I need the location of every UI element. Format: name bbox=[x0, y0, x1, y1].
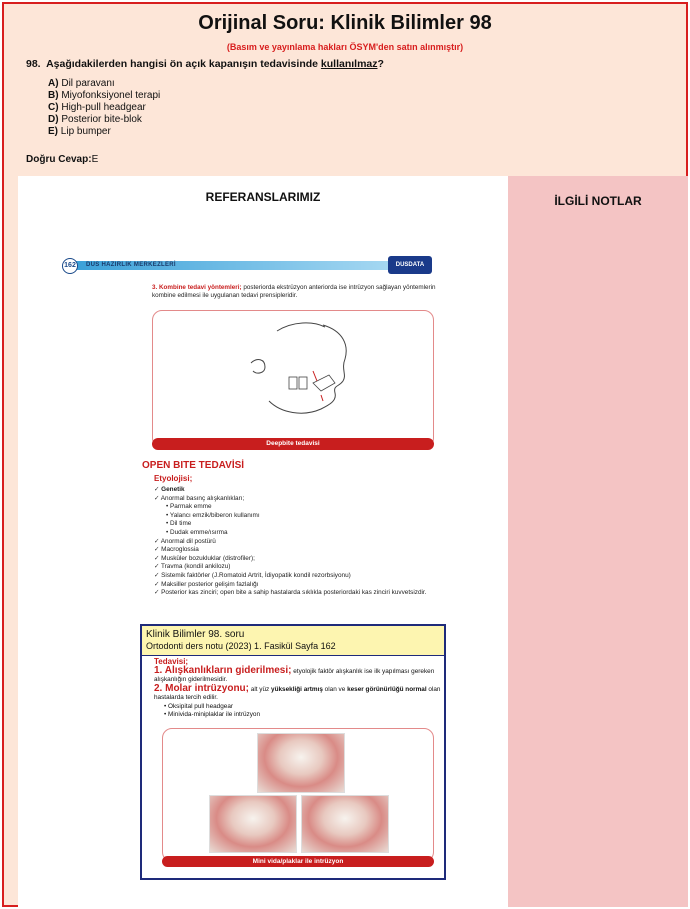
correct-answer bbox=[26, 154, 98, 165]
treatment-title: Tedavisi; bbox=[154, 657, 189, 666]
overlay-source-ref: Ortodonti ders notu (2023) 1. Fasikül Sayfa 162 bbox=[146, 641, 336, 651]
combined-treatment-text: 3. Kombine tedavi yöntemleri; posteriorda ekstrüzyon anteriorda ise intrüzyon sağlayan yöntemlerin kombine edilmesi ile uygulanan tedavi prensipleridir. bbox=[152, 284, 436, 299]
answer-options bbox=[48, 78, 160, 138]
etiology-list bbox=[154, 486, 444, 598]
question-stem bbox=[26, 58, 384, 70]
option-b: B) Miyofonksiyonel terapi bbox=[48, 90, 161, 101]
list-item: • Dil time bbox=[154, 520, 444, 529]
treatment-item-2: 2. Molar intrüzyonu; alt yüz yüksekliği artmış olan ve keser görünürlüğü normal olan hastalarda tercih edilir. bbox=[154, 682, 441, 701]
question-text-underlined: kullanılmaz bbox=[320, 58, 378, 70]
list-item: ✓ Anormal dil postürü bbox=[154, 538, 444, 547]
answer-value: E bbox=[91, 154, 99, 165]
deepbite-figure bbox=[152, 310, 434, 448]
list-item: • Yalancı emzik/biberon kullanımı bbox=[154, 512, 444, 521]
option-a: A) Dil paravanı bbox=[48, 78, 115, 89]
list-item: ✓ Musküler bozukluklar (distrofiler); bbox=[154, 555, 444, 564]
mini-screw-caption: Mini vida/plaklar ile intrüzyon bbox=[162, 856, 434, 867]
left-model-photo bbox=[209, 795, 297, 853]
list-item: ✓ Anormal basınç alışkanlıkları; bbox=[154, 495, 444, 504]
overlay-header bbox=[142, 626, 444, 656]
question-text-before: Aşağıdakilerden hangisi ön açık kapanışın tedavisinde bbox=[46, 58, 321, 70]
list-item: ✓ Macroglossia bbox=[154, 546, 444, 555]
page-frame bbox=[2, 2, 688, 907]
list-item: ✓ Travma (kondil ankilozu) bbox=[154, 563, 444, 572]
reference-overlay-box bbox=[140, 624, 446, 880]
question-text-after: ? bbox=[377, 58, 384, 70]
notes-column bbox=[508, 176, 688, 907]
etiology-title: Etyolojisi; bbox=[154, 474, 193, 483]
open-bite-title: OPEN BITE TEDAVİSİ bbox=[142, 460, 245, 471]
overlay-body bbox=[154, 658, 444, 720]
page-number: 162 bbox=[62, 258, 78, 274]
list-item: ✓ Genetik bbox=[154, 486, 444, 495]
option-c: C) High-pull headgear bbox=[48, 102, 146, 113]
deepbite-caption: Deepbite tedavisi bbox=[152, 438, 434, 450]
occlusal-photo bbox=[257, 733, 345, 793]
references-column bbox=[18, 176, 508, 907]
face-profile-sketch-icon bbox=[153, 311, 435, 439]
notes-title: İLGİLİ NOTLAR bbox=[554, 194, 642, 208]
overlay-question-ref: Klinik Bilimler 98. soru bbox=[146, 629, 245, 640]
question-number: 98. bbox=[26, 58, 41, 70]
list-item: ✓ Maksiller posterior gelişim fazlalığı bbox=[154, 581, 444, 590]
copyright-note: (Basım ve yayınlama hakları ÖSYM'den satın alınmıştır) bbox=[226, 42, 464, 52]
treatment-item-1: 1. Alışkanlıkların giderilmesi; etyolojik faktör alışkanlık ise ilk yapılması gereken alışkanlığın giderilmesidir. bbox=[154, 664, 435, 683]
list-item: ✓ Posterior kas zinciri; open bite a sahip hastalarda sıklıkla posteriordaki kas zinciri kuvvetsizdir. bbox=[154, 589, 444, 598]
option-e: E) Lip bumper bbox=[48, 126, 111, 137]
page-header-text: DUS HAZIRLIK MERKEZLERİ bbox=[86, 262, 176, 268]
answer-label: Doğru Cevap: bbox=[26, 154, 92, 165]
list-item: • Parmak emme bbox=[154, 503, 444, 512]
list-item: • Oksipital pull headgear bbox=[154, 703, 444, 712]
mini-screw-figure bbox=[162, 728, 434, 862]
question-header bbox=[4, 4, 686, 174]
list-item: ✓ Sistemik faktörler (J.Romatoid Artrit, İdiyopatik kondil rezorbsiyonu) bbox=[154, 572, 444, 581]
page-title: Orijinal Soru: Klinik Bilimler 98 bbox=[198, 12, 492, 34]
right-model-photo bbox=[301, 795, 389, 853]
list-item: • Minivida-miniplaklar ile intrüzyon bbox=[154, 711, 444, 720]
option-d: D) Posterior bite-blok bbox=[48, 114, 142, 125]
publisher-logo: DUSDATA bbox=[388, 256, 432, 274]
list-item: • Dudak emme/ısırma bbox=[154, 529, 444, 538]
references-title: REFERANSLARIMIZ bbox=[205, 190, 321, 204]
